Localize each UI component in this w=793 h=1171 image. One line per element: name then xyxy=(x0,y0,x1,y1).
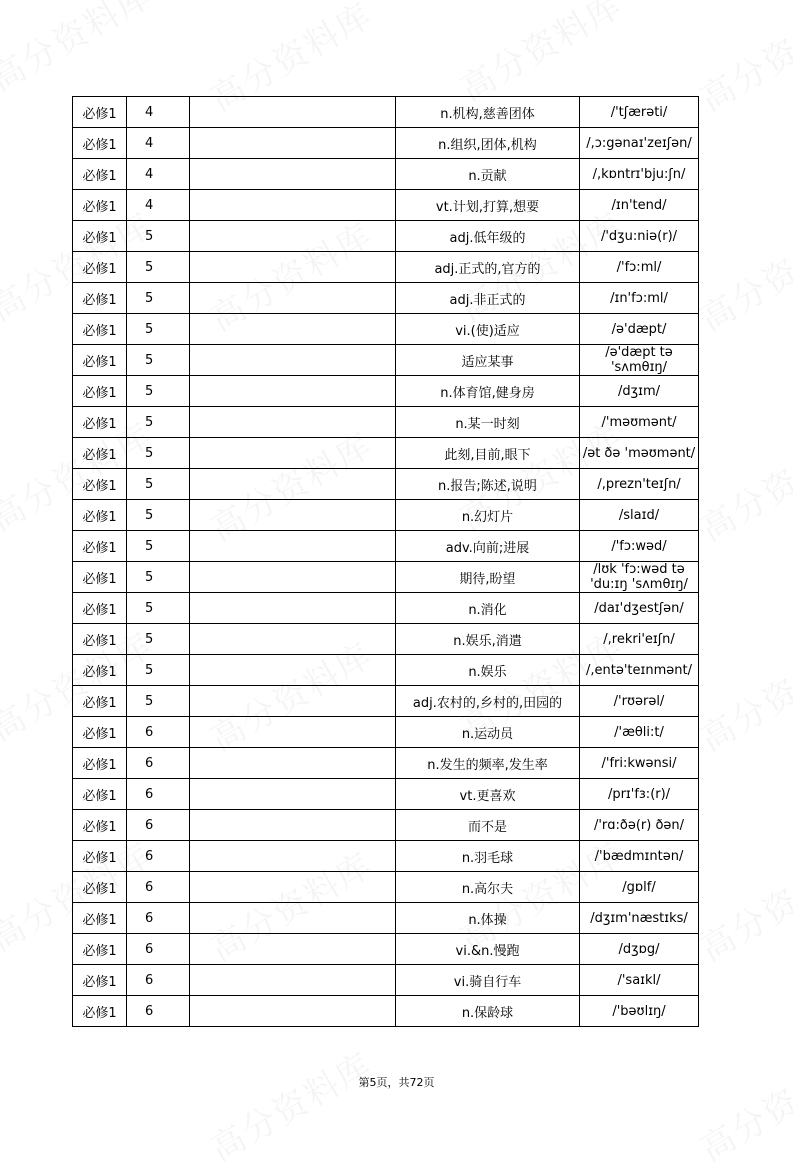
table-row xyxy=(73,97,699,128)
word-cell xyxy=(190,748,396,779)
book-cell: 必修1 xyxy=(73,934,127,965)
unit-cell: 6 xyxy=(127,748,190,779)
book-cell: 必修1 xyxy=(73,345,127,376)
table-row xyxy=(73,779,699,810)
phonetic-cell: /daɪ'dʒestʃən/ xyxy=(580,593,699,624)
phonetic-cell: /'rʊərəl/ xyxy=(580,686,699,717)
unit-cell: 6 xyxy=(127,903,190,934)
word-cell xyxy=(190,159,396,190)
word-cell xyxy=(190,965,396,996)
unit-cell: 5 xyxy=(127,562,190,593)
page-number: 第5页，共72页 xyxy=(358,1076,435,1089)
meaning-cell: n.体育馆,健身房 xyxy=(396,376,580,407)
unit-cell: 5 xyxy=(127,655,190,686)
vocabulary-table-body xyxy=(73,97,699,1027)
word-cell xyxy=(190,190,396,221)
watermark xyxy=(690,628,793,760)
word-cell xyxy=(190,779,396,810)
meaning-cell: vt.更喜欢 xyxy=(396,779,580,810)
phonetic-cell: /gɒlf/ xyxy=(580,872,699,903)
phonetic-cell: /'æθli:t/ xyxy=(580,717,699,748)
book-cell: 必修1 xyxy=(73,376,127,407)
phonetic-cell: /,kɒntrɪ'bju:ʃn/ xyxy=(580,159,699,190)
phonetic-cell: /slaɪd/ xyxy=(580,500,699,531)
table-row xyxy=(73,469,699,500)
book-cell: 必修1 xyxy=(73,128,127,159)
phonetic-cell: /'dʒu:niə(r)/ xyxy=(580,221,699,252)
vocabulary-table xyxy=(72,96,699,1027)
table-row xyxy=(73,128,699,159)
unit-cell: 5 xyxy=(127,686,190,717)
table-row xyxy=(73,996,699,1027)
phonetic-cell: /'saɪkl/ xyxy=(580,965,699,996)
meaning-cell: n.某一时刻 xyxy=(396,407,580,438)
unit-cell: 6 xyxy=(127,841,190,872)
book-cell: 必修1 xyxy=(73,686,127,717)
table-row xyxy=(73,934,699,965)
word-cell xyxy=(190,376,396,407)
meaning-cell: n.发生的频率,发生率 xyxy=(396,748,580,779)
meaning-cell: adj.非正式的 xyxy=(396,283,580,314)
phonetic-text: /lʊk 'fɔ:wəd tə 'du:ɪŋ 'sʌmθɪŋ/ xyxy=(590,562,688,592)
word-cell xyxy=(190,655,396,686)
book-cell: 必修1 xyxy=(73,562,127,593)
phonetic-cell xyxy=(580,345,699,376)
table-row xyxy=(73,965,699,996)
unit-cell: 5 xyxy=(127,593,190,624)
table-row xyxy=(73,500,699,531)
book-cell: 必修1 xyxy=(73,779,127,810)
book-cell: 必修1 xyxy=(73,717,127,748)
table-row xyxy=(73,407,699,438)
word-cell xyxy=(190,221,396,252)
unit-cell: 4 xyxy=(127,128,190,159)
watermark xyxy=(690,208,793,340)
meaning-cell: vi.骑自行车 xyxy=(396,965,580,996)
phonetic-cell: /ɪn'fɔ:ml/ xyxy=(580,283,699,314)
meaning-cell: adj.农村的,乡村的,田园的 xyxy=(396,686,580,717)
watermark xyxy=(200,1038,380,1170)
table-row xyxy=(73,748,699,779)
word-cell xyxy=(190,872,396,903)
book-cell: 必修1 xyxy=(73,97,127,128)
word-cell xyxy=(190,562,396,593)
watermark xyxy=(690,0,793,121)
meaning-cell: n.组织,团体,机构 xyxy=(396,128,580,159)
table-row xyxy=(73,221,699,252)
table-row xyxy=(73,562,699,593)
table-row xyxy=(73,593,699,624)
meaning-cell: n.体操 xyxy=(396,903,580,934)
meaning-cell: n.报告;陈述,说明 xyxy=(396,469,580,500)
unit-cell: 5 xyxy=(127,469,190,500)
unit-cell: 5 xyxy=(127,252,190,283)
book-cell: 必修1 xyxy=(73,624,127,655)
book-cell: 必修1 xyxy=(73,872,127,903)
book-cell: 必修1 xyxy=(73,593,127,624)
book-cell: 必修1 xyxy=(73,841,127,872)
unit-cell: 5 xyxy=(127,221,190,252)
unit-cell: 5 xyxy=(127,345,190,376)
meaning-cell: n.娱乐 xyxy=(396,655,580,686)
phonetic-cell: /prɪ'fɜ:(r)/ xyxy=(580,779,699,810)
table-row xyxy=(73,841,699,872)
unit-cell: 6 xyxy=(127,965,190,996)
book-cell: 必修1 xyxy=(73,438,127,469)
phonetic-cell: /ɪn'tend/ xyxy=(580,190,699,221)
meaning-cell: n.机构,慈善团体 xyxy=(396,97,580,128)
table-row xyxy=(73,624,699,655)
unit-cell: 5 xyxy=(127,500,190,531)
phonetic-cell: /'bəʊlɪŋ/ xyxy=(580,996,699,1027)
word-cell xyxy=(190,810,396,841)
unit-cell: 4 xyxy=(127,97,190,128)
unit-cell: 6 xyxy=(127,872,190,903)
table-row xyxy=(73,190,699,221)
table-row xyxy=(73,903,699,934)
unit-cell: 6 xyxy=(127,717,190,748)
table-row xyxy=(73,438,699,469)
meaning-cell: n.羽毛球 xyxy=(396,841,580,872)
meaning-cell: n.幻灯片 xyxy=(396,500,580,531)
phonetic-cell: /'fɔ:ml/ xyxy=(580,252,699,283)
book-cell: 必修1 xyxy=(73,252,127,283)
word-cell xyxy=(190,283,396,314)
meaning-cell: 而不是 xyxy=(396,810,580,841)
phonetic-text: /ə'dæpt tə 'sʌmθɪŋ/ xyxy=(605,345,673,375)
book-cell: 必修1 xyxy=(73,500,127,531)
word-cell xyxy=(190,934,396,965)
phonetic-cell: /ət ðə 'məʊmənt/ xyxy=(580,438,699,469)
unit-cell: 5 xyxy=(127,314,190,345)
meaning-cell: 期待,盼望 xyxy=(396,562,580,593)
book-cell: 必修1 xyxy=(73,469,127,500)
table-row xyxy=(73,159,699,190)
book-cell: 必修1 xyxy=(73,903,127,934)
phonetic-cell xyxy=(580,562,699,593)
unit-cell: 6 xyxy=(127,779,190,810)
word-cell xyxy=(190,717,396,748)
phonetic-cell: /,prezn'teɪʃn/ xyxy=(580,469,699,500)
word-cell xyxy=(190,438,396,469)
phonetic-cell: /ə'dæpt/ xyxy=(580,314,699,345)
book-cell: 必修1 xyxy=(73,996,127,1027)
word-cell xyxy=(190,996,396,1027)
meaning-cell: vt.计划,打算,想要 xyxy=(396,190,580,221)
phonetic-cell: /'rɑ:ðə(r) ðən/ xyxy=(580,810,699,841)
phonetic-cell: /'fɔ:wəd/ xyxy=(580,531,699,562)
book-cell: 必修1 xyxy=(73,221,127,252)
table-row xyxy=(73,872,699,903)
meaning-cell: adv.向前;进展 xyxy=(396,531,580,562)
phonetic-cell: /'tʃærəti/ xyxy=(580,97,699,128)
meaning-cell: n.消化 xyxy=(396,593,580,624)
watermark xyxy=(690,418,793,550)
phonetic-cell: /'bædmɪntən/ xyxy=(580,841,699,872)
word-cell xyxy=(190,624,396,655)
table-row xyxy=(73,810,699,841)
meaning-cell: n.运动员 xyxy=(396,717,580,748)
phonetic-cell: /dʒɒg/ xyxy=(580,934,699,965)
unit-cell: 5 xyxy=(127,438,190,469)
word-cell xyxy=(190,903,396,934)
unit-cell: 5 xyxy=(127,531,190,562)
meaning-cell: n.贡献 xyxy=(396,159,580,190)
word-cell xyxy=(190,314,396,345)
meaning-cell: n.保龄球 xyxy=(396,996,580,1027)
book-cell: 必修1 xyxy=(73,159,127,190)
meaning-cell: vi.(使)适应 xyxy=(396,314,580,345)
meaning-cell: adj.正式的,官方的 xyxy=(396,252,580,283)
meaning-cell: 适应某事 xyxy=(396,345,580,376)
word-cell xyxy=(190,841,396,872)
watermark xyxy=(690,1038,793,1170)
phonetic-cell: /,entə'teɪnmənt/ xyxy=(580,655,699,686)
table-row xyxy=(73,345,699,376)
unit-cell: 6 xyxy=(127,810,190,841)
book-cell: 必修1 xyxy=(73,314,127,345)
phonetic-cell: /'fri:kwənsi/ xyxy=(580,748,699,779)
meaning-cell: 此刻,目前,眼下 xyxy=(396,438,580,469)
book-cell: 必修1 xyxy=(73,965,127,996)
word-cell xyxy=(190,593,396,624)
table-row xyxy=(73,283,699,314)
meaning-cell: adj.低年级的 xyxy=(396,221,580,252)
watermark xyxy=(0,0,160,101)
unit-cell: 5 xyxy=(127,624,190,655)
word-cell xyxy=(190,345,396,376)
book-cell: 必修1 xyxy=(73,283,127,314)
table-row xyxy=(73,655,699,686)
word-cell xyxy=(190,686,396,717)
table-row xyxy=(73,717,699,748)
phonetic-cell: /dʒɪm'næstɪks/ xyxy=(580,903,699,934)
word-cell xyxy=(190,407,396,438)
phonetic-cell: /dʒɪm/ xyxy=(580,376,699,407)
table-row xyxy=(73,531,699,562)
book-cell: 必修1 xyxy=(73,407,127,438)
word-cell xyxy=(190,531,396,562)
meaning-cell: n.高尔夫 xyxy=(396,872,580,903)
book-cell: 必修1 xyxy=(73,655,127,686)
table-row xyxy=(73,376,699,407)
meaning-cell: vi.&n.慢跑 xyxy=(396,934,580,965)
word-cell xyxy=(190,500,396,531)
book-cell: 必修1 xyxy=(73,748,127,779)
table-row xyxy=(73,252,699,283)
watermark xyxy=(690,838,793,970)
unit-cell: 4 xyxy=(127,190,190,221)
unit-cell: 6 xyxy=(127,934,190,965)
phonetic-cell: /'məʊmənt/ xyxy=(580,407,699,438)
unit-cell: 6 xyxy=(127,996,190,1027)
phonetic-cell: /,rekri'eɪʃn/ xyxy=(580,624,699,655)
book-cell: 必修1 xyxy=(73,190,127,221)
watermark xyxy=(450,0,630,111)
unit-cell: 5 xyxy=(127,407,190,438)
word-cell xyxy=(190,469,396,500)
book-cell: 必修1 xyxy=(73,531,127,562)
word-cell xyxy=(190,128,396,159)
unit-cell: 5 xyxy=(127,283,190,314)
table-row xyxy=(73,686,699,717)
book-cell: 必修1 xyxy=(73,810,127,841)
phonetic-cell: /,ɔ:gənaɪ'zeɪʃən/ xyxy=(580,128,699,159)
meaning-cell: n.娱乐,消遣 xyxy=(396,624,580,655)
unit-cell: 5 xyxy=(127,376,190,407)
word-cell xyxy=(190,252,396,283)
table-row xyxy=(73,314,699,345)
unit-cell: 4 xyxy=(127,159,190,190)
word-cell xyxy=(190,97,396,128)
